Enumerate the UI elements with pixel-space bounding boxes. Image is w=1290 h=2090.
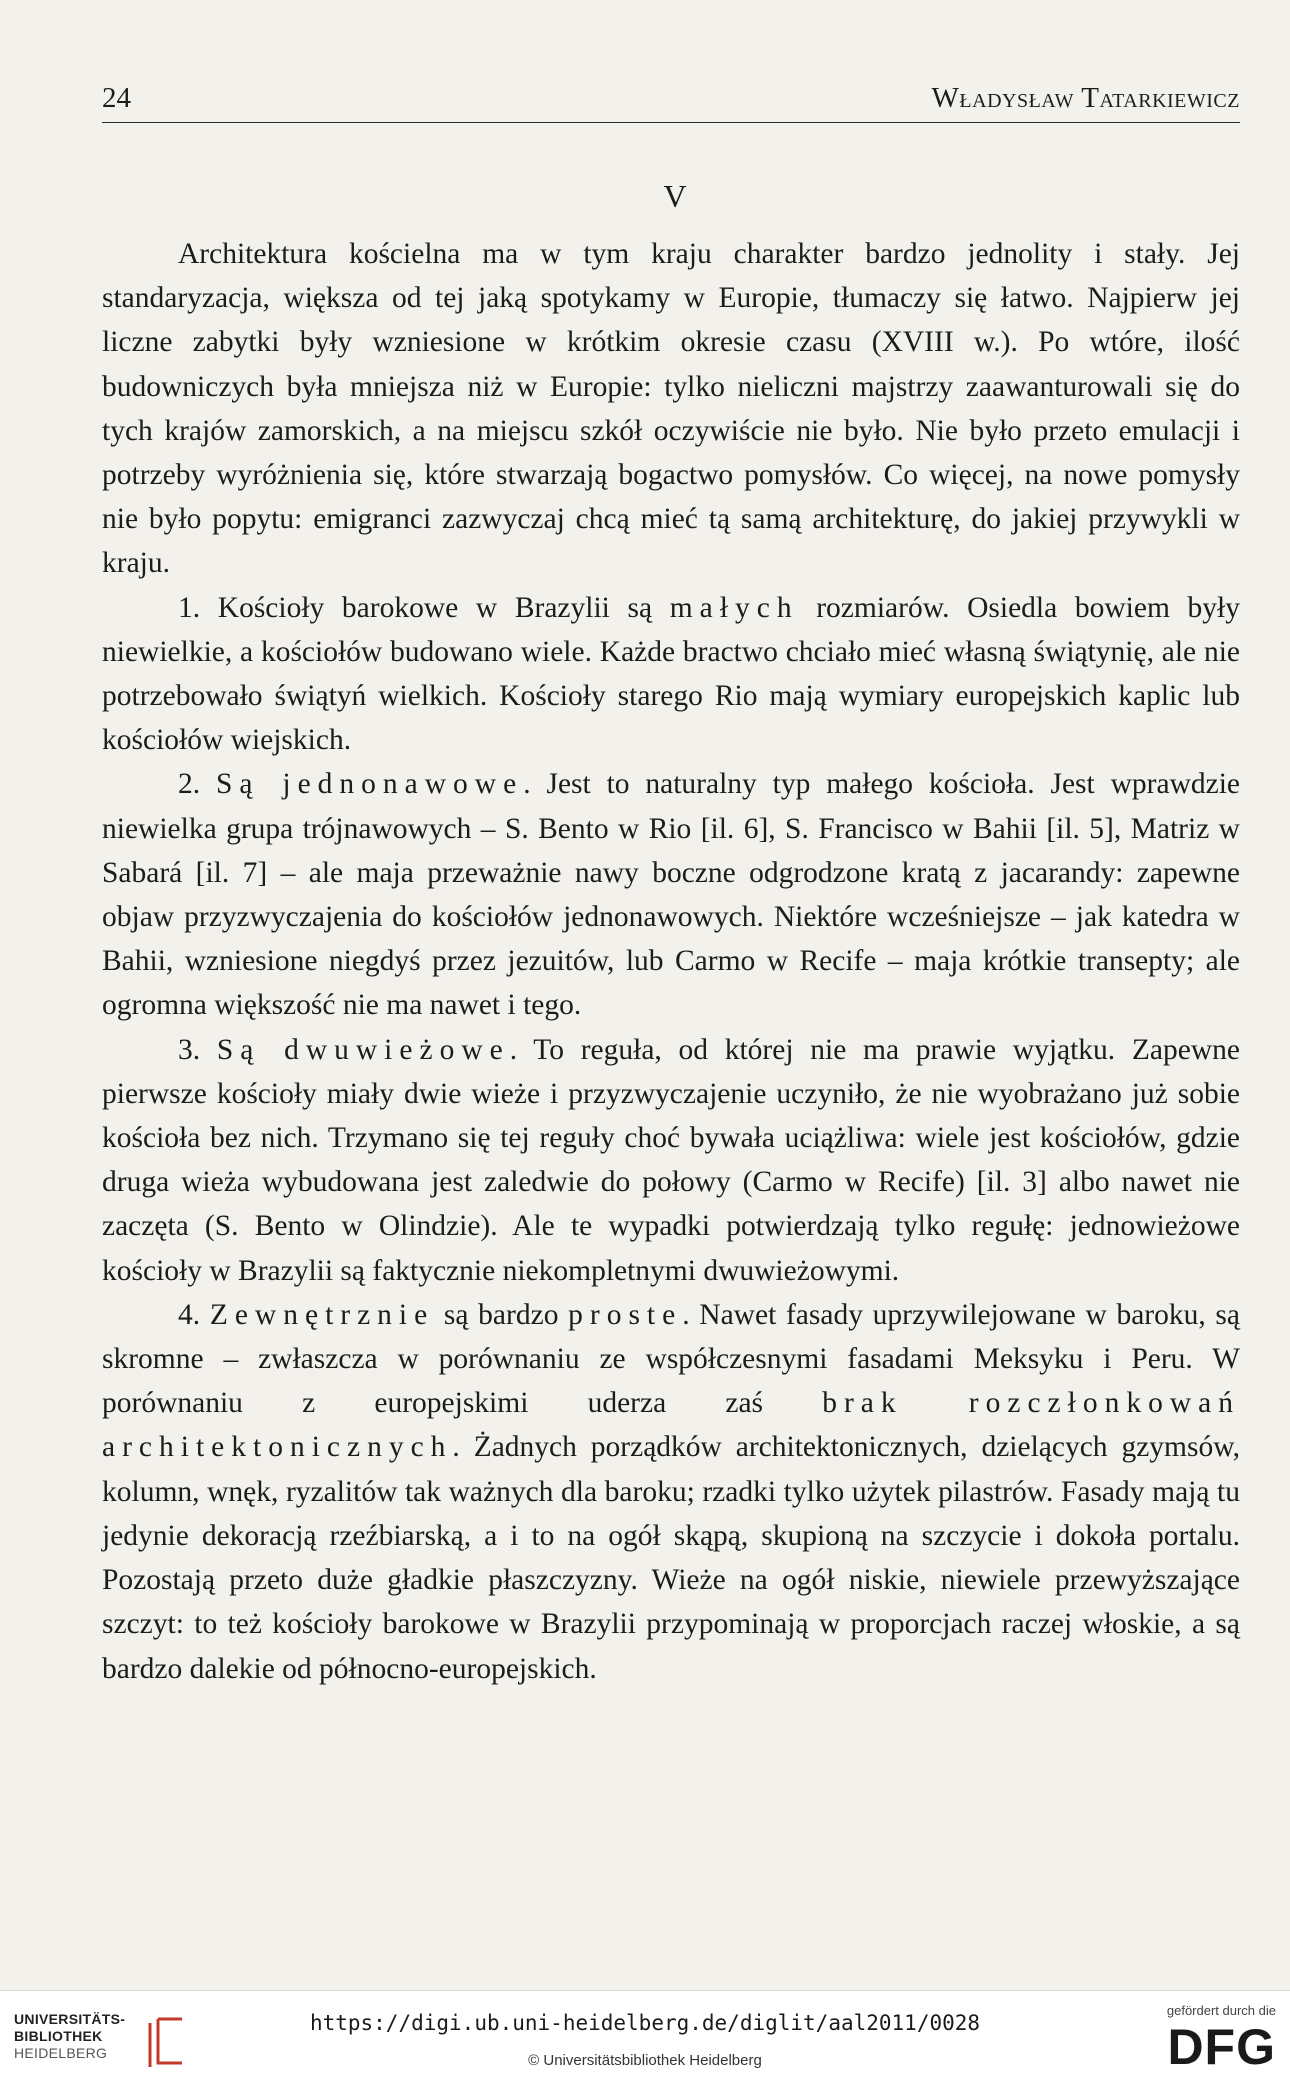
library-name-line-3: HEIDELBERG: [14, 2045, 108, 2061]
library-name-line-2: BIBLIOTHEK: [14, 2028, 103, 2044]
paragraph-4-text-before: 3.: [178, 1033, 217, 1066]
funder-note: gefördert durch die: [1166, 2003, 1276, 2018]
dfg-logo: DFG: [1167, 2019, 1276, 2075]
paragraph-3-text-before: 2.: [178, 768, 216, 801]
paragraph-3-text-after: . Jest to naturalny typ małego kościoła. Jest wprawdzie niewielka grupa trójnawowych – S. Bento w Rio [il. 6], S. Francisco w Bahii [il. 5], Matriz w Sabará [il. 7] – ale maja przeważnie nawy boczne odgrodzone kratą z jacarandy: zapewne objaw przyzwyczajenia do kościołów jednonawowych. Niektóre wcześniejsze – jak katedra w Bahii, wzniesione niegdyś przez jezuitów, lub Carmo w Recife – maja krótkie transepty; ale ogromna większość nie ma nawet i tego.: [102, 768, 1241, 1022]
paragraph-5-text-middle-2: . Nawet fasady uprzywilejowane w baroku, są skromne – zwłaszcza w porównaniu ze współczesnymi fasadami Meksyku i Peru. W porównaniu z europejskimi uderza zaś: [102, 1298, 1240, 1420]
paragraph-5: [102, 1293, 1240, 1691]
paragraph-4-emphasis: Są dwuwieżowe: [216, 1033, 510, 1066]
copyright-notice: © Universitätsbibliothek Heidelberg: [528, 2052, 762, 2069]
page-number: 24: [102, 82, 131, 114]
paragraph-1-text: Architektura kościelna ma w tym kraju charakter bardzo jednolity i stały. Jej standaryzacja, większa od tej jaką spotykamy w Europie, tłumaczy się łatwo. Najpierw jej liczne zabytki były wzniesione w krótkim okresie czasu (XVIII w.). Po wtóre, ilość budowniczych była mniejsza niż w Europie: tylko nieliczni majstrzy zaawanturowali się do tych krajów zamorskich, a na miejscu szkół oczywiście nie było. Nie było przeto emulacji i potrzeby wyróżnienia się, które stwarzają bogactwo pomysłów. Co więcej, na nowe pomysły nie było popytu: emigranci zazwyczaj chcą mieć tą samą architekturę, do jakiej przywykli w kraju.: [102, 238, 1240, 580]
paragraph-4: [102, 1028, 1240, 1293]
paragraph-3: [102, 762, 1240, 1027]
paragraph-5-text-before: 4.: [178, 1298, 210, 1331]
paragraph-5-emphasis-1: Zewnętrznie: [209, 1298, 435, 1331]
running-header: [102, 78, 1240, 123]
paragraph-5-text-middle-1: są bardzo: [434, 1298, 569, 1331]
paragraph-5-emphasis-2: proste: [568, 1298, 683, 1331]
running-header-author: Władysław Tatarkiewicz: [931, 82, 1240, 114]
paragraph-2-text-before: 1. Kościoły barokowe w Brazylii są: [178, 591, 670, 624]
paragraph-4-text-after: . To reguła, od której nie ma prawie wyjątku. Zapewne pierwsze kościoły miały dwie wieże i przyzwyczajenie uczyniło, że nie wyobrażano już sobie kościoła bez nich. Trzymano się tej reguły choć bywała uciążliwa: wiele jest kościołów, gdzie druga wieża wybudowana jest zaledwie do połowy (Carmo w Recife) [il. 3] albo nawet nie zaczęta (S. Bento w Olindzie). Ale te wypadki potwierdzają tylko regułę: jednowieżowe kościoły w Brazylii są faktycznie niekompletnymi dwuwieżowymi.: [102, 1033, 1241, 1287]
paragraph-2-text-after: rozmiarów. Osiedla bowiem były niewielkie, a kościołów budowano wiele. Każde bractwo chciało mieć własną świątynię, ale nie potrzebowało świątyń wielkich. Kościoły starego Rio mają wymiary europejskich kaplic lub kościołów wiejskich.: [102, 591, 1240, 757]
digitization-footer: [0, 1990, 1290, 2090]
library-name-line-1: UNIVERSITÄTS-: [14, 2011, 126, 2027]
paragraph-2-emphasis: małych: [669, 591, 799, 624]
paragraph-3-emphasis: Są jednonawowe: [216, 768, 524, 801]
section-heading: V: [663, 178, 687, 214]
source-url-link[interactable]: https://digi.ub.uni-heidelberg.de/diglit/aal2011/0028: [309, 2011, 981, 2035]
paragraph-2: [102, 586, 1240, 763]
funder-logo-block: [1146, 2003, 1276, 2083]
paragraph-5-text-after: . Żadnych porządków architektonicznych, dzielących gzymsów, kolumn, wnęk, ryzalitów tak ważnych dla baroku; rzadki tylko użytek pilastrów. Fasady mają tu jedynie dekoracją rzeźbiarską, a i to na ogół skąpą, skupioną na szczycie i dokoła portalu. Pozostają przeto duże gładkie płaszczyzny. Wieże na ogół niskie, niewiele przewyższające szczyt: to też kościoły barokowe w Brazylii przypominają w proporcjach raczej włoskie, a są bardzo dalekie od północno-europejskich.: [102, 1431, 1240, 1685]
paragraph-1: [102, 232, 1240, 586]
paragraph-5-emphasis-3: brak rozczłonkowań architektonicznych: [102, 1387, 1240, 1464]
body-text: [102, 232, 1240, 1691]
